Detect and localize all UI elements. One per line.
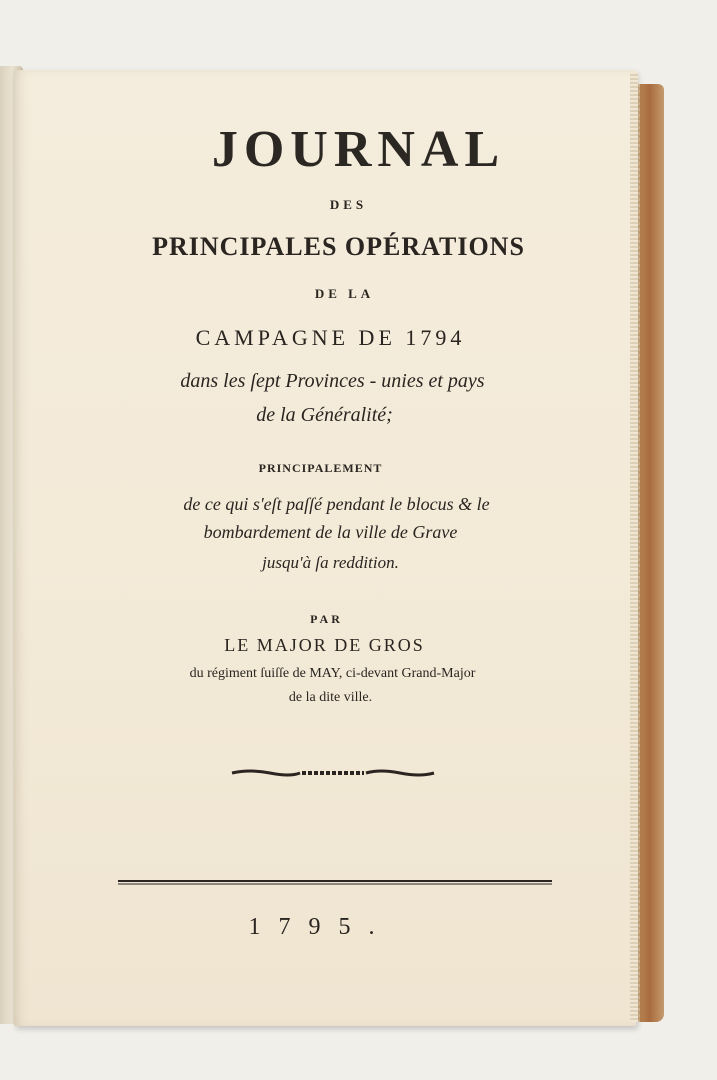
publication-year: 1795.: [248, 914, 393, 940]
author-par: PAR: [310, 612, 343, 626]
title-campagne: CAMPAGNE DE 1794: [195, 325, 466, 350]
subtitle-generalite: de la Généralité;: [256, 404, 393, 426]
title-de-la: DE LA: [314, 286, 375, 301]
subtitle-bombardement: bombardement de la ville de Grave: [203, 522, 458, 542]
author-regiment: du régiment ſuiſſe de MAY, ci-devant Grand-Major: [189, 666, 476, 681]
double-rule: [116, 878, 554, 886]
title-des: DES: [329, 197, 368, 212]
subtitle-sept-provinces: dans les ſept Provinces - unies et pays: [180, 370, 485, 392]
subtitle-blocus: de ce qui s'eſt paſſé pendant le blocus & le: [183, 494, 490, 514]
subtitle-principalement: PRINCIPALEMENT: [258, 461, 383, 475]
title-journal: JOURNAL: [211, 121, 506, 178]
author-name: LE MAJOR DE GROS: [224, 635, 425, 655]
title-principales: PRINCIPALES OPÉRATIONS: [152, 232, 525, 261]
author-ville: de la dite ville.: [288, 690, 373, 705]
page-edges: [630, 72, 638, 1022]
printer-ornament-rule: [230, 766, 436, 780]
subtitle-reddition: jusqu'à ſa reddition.: [262, 553, 399, 572]
